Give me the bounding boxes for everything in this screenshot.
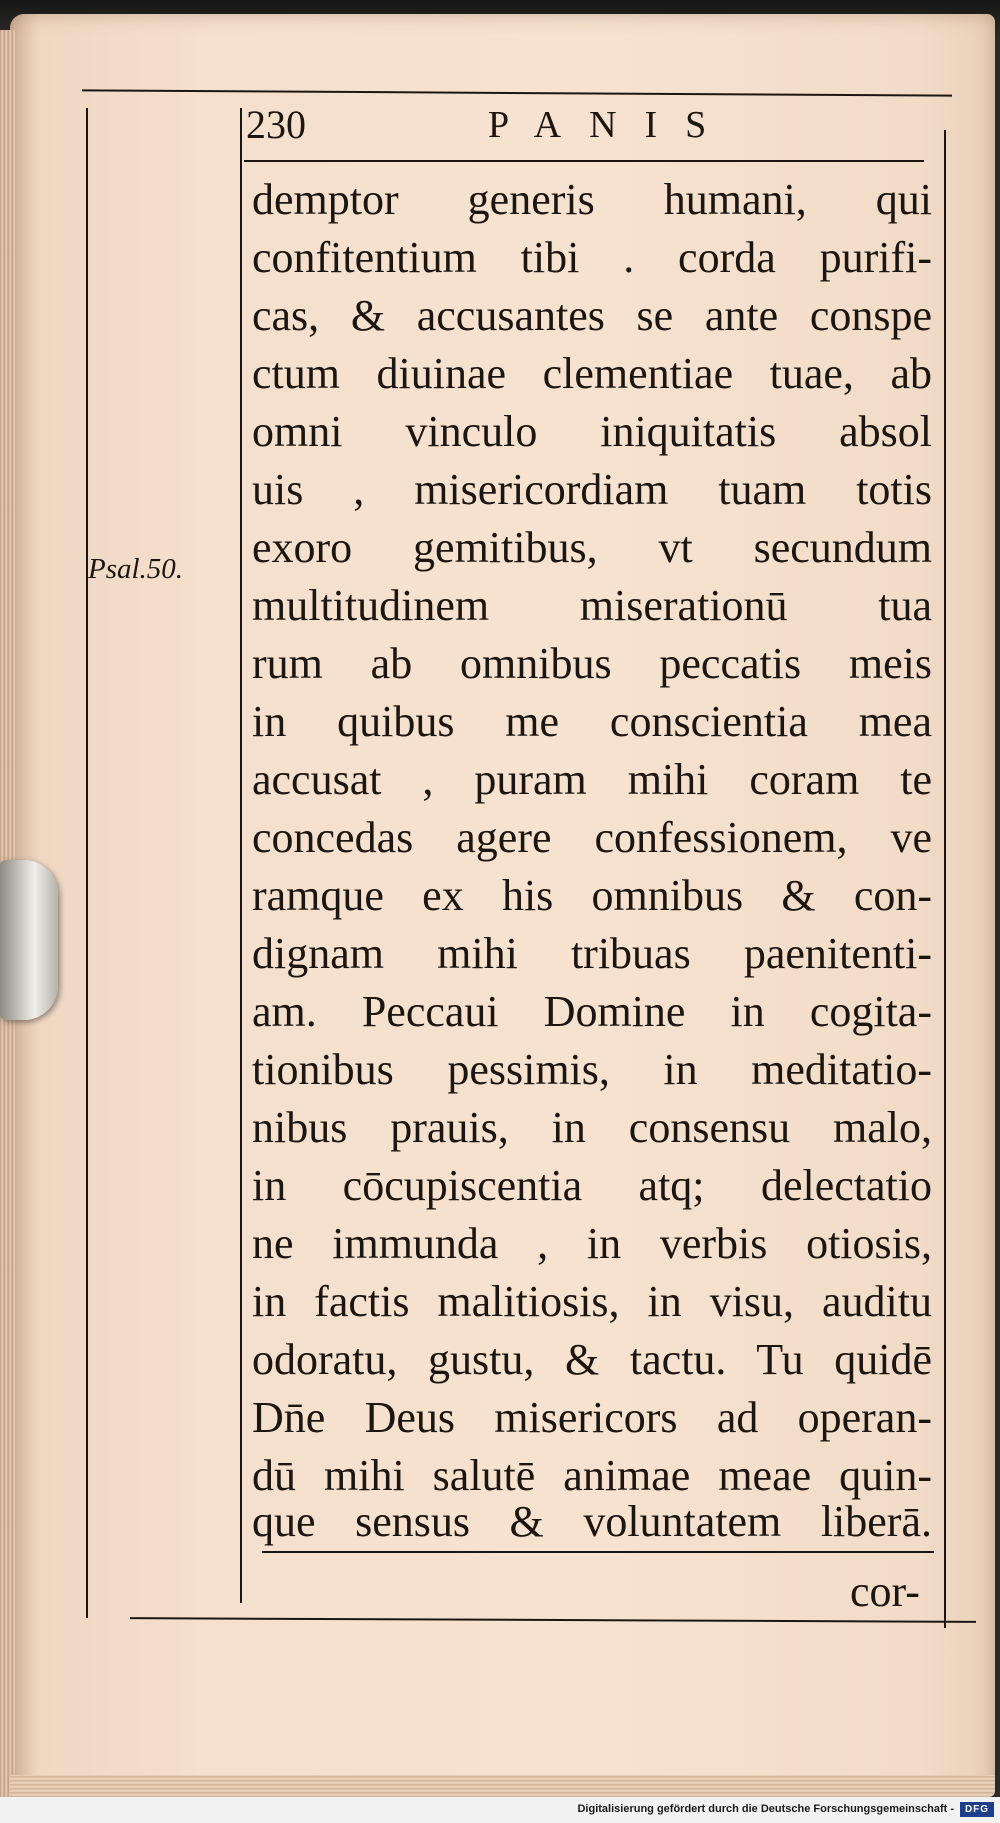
text-line: tionibus pessimis, in meditatio- (252, 1045, 932, 1094)
header-underline-rule (244, 160, 924, 162)
margin-note: Psal.50. (88, 553, 184, 585)
text-block-bottom-rule (262, 1551, 934, 1553)
text-line: multitudinem miserationū tua (252, 581, 932, 630)
text-line: cas, & accusantes se ante conspe (252, 291, 932, 340)
catchword: cor- (850, 1567, 920, 1616)
text-line: rum ab omnibus peccatis meis (252, 639, 932, 688)
text-line: dignam mihi tribuas paenitenti- (252, 929, 932, 978)
page-bottom-edge (10, 1775, 995, 1797)
frame-left-rule (86, 108, 88, 1618)
text-line: in quibus me conscientia mea (252, 697, 932, 746)
text-line: ramque ex his omnibus & con- (252, 871, 932, 920)
book-clasp (0, 860, 58, 1020)
text-line: que sensus & voluntatem liberā. (252, 1497, 932, 1546)
text-line: in factis malitiosis, in visu, auditu (252, 1277, 932, 1326)
text-line: exoro gemitibus, vt secundum (252, 523, 932, 572)
running-head: PANIS (488, 104, 735, 146)
frame-right-rule (944, 130, 946, 1628)
text-line: nibus prauis, in consensu malo, (252, 1103, 932, 1152)
text-line: uis , misericordiam tuam totis (252, 465, 932, 514)
text-line: demptor generis humani, qui (252, 175, 932, 224)
text-line: accusat , puram mihi coram te (252, 755, 932, 804)
text-line: omni vinculo iniquitatis absol (252, 407, 932, 456)
text-line: ne immunda , in verbis otiosis, (252, 1219, 932, 1268)
text-line: am. Peccaui Domine in cogita- (252, 987, 932, 1036)
page-number: 230 (246, 102, 306, 147)
text-line: Dn̄e Deus misericors ad operan- (252, 1393, 932, 1442)
text-line: dū mihi salutē animae meae quin- (252, 1451, 932, 1500)
digitization-credit: Digitalisierung gefördert durch die Deutsche Forschungsgemeinschaft - (577, 1803, 954, 1815)
text-block-left-rule (240, 108, 242, 1603)
text-line: ctum diuinae clementiae tuae, ab (252, 349, 932, 398)
text-line: confitentium tibi . corda purifi- (252, 233, 932, 282)
dfg-logo-icon: DFG (960, 1802, 994, 1817)
text-line: odoratu, gustu, & tactu. Tu quidē (252, 1335, 932, 1384)
text-line: in cōcupiscentia atq; delectatio (252, 1161, 932, 1210)
text-line: concedas agere confessionem, ve (252, 813, 932, 862)
